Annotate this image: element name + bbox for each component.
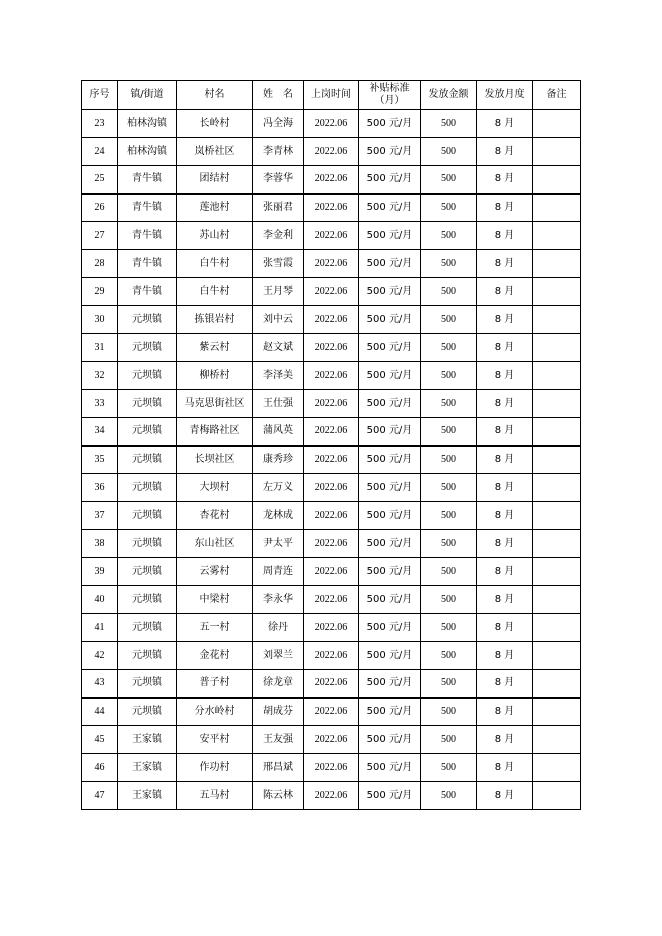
table-row [82, 418, 581, 446]
cell-subsidy-standard: 500 元/月 [359, 222, 421, 250]
cell-seq: 29 [82, 278, 118, 306]
cell-subsidy-standard: 500 元/月 [359, 418, 421, 446]
cell-village: 安平村 [177, 726, 253, 754]
cell-remark [533, 250, 581, 278]
cell-start-time: 2022.06 [304, 726, 359, 754]
cell-remark [533, 334, 581, 362]
cell-remark [533, 726, 581, 754]
cell-village: 紫云村 [177, 334, 253, 362]
cell-village: 五马村 [177, 782, 253, 810]
cell-name: 李蓉华 [253, 166, 304, 194]
cell-seq: 25 [82, 166, 118, 194]
cell-remark [533, 194, 581, 222]
cell-seq: 44 [82, 698, 118, 726]
cell-town: 元坝镇 [118, 418, 177, 446]
cell-amount: 500 [421, 614, 477, 642]
cell-start-time: 2022.06 [304, 138, 359, 166]
cell-seq: 41 [82, 614, 118, 642]
cell-name: 冯全海 [253, 110, 304, 138]
cell-village: 岚桥社区 [177, 138, 253, 166]
cell-amount: 500 [421, 362, 477, 390]
cell-village: 作功村 [177, 754, 253, 782]
cell-village: 长坝社区 [177, 446, 253, 474]
cell-seq: 33 [82, 390, 118, 418]
cell-remark [533, 390, 581, 418]
cell-subsidy-standard: 500 元/月 [359, 614, 421, 642]
cell-subsidy-standard: 500 元/月 [359, 558, 421, 586]
table-row [82, 502, 581, 530]
cell-village: 苏山村 [177, 222, 253, 250]
cell-amount: 500 [421, 278, 477, 306]
cell-amount: 500 [421, 474, 477, 502]
header-remark: 备注 [533, 81, 581, 110]
cell-town: 元坝镇 [118, 614, 177, 642]
cell-amount: 500 [421, 558, 477, 586]
cell-remark [533, 306, 581, 334]
cell-remark [533, 642, 581, 670]
cell-village: 东山社区 [177, 530, 253, 558]
cell-amount: 500 [421, 782, 477, 810]
cell-subsidy-standard: 500 元/月 [359, 782, 421, 810]
cell-seq: 34 [82, 418, 118, 446]
cell-village: 白牛村 [177, 278, 253, 306]
table-row [82, 138, 581, 166]
cell-start-time: 2022.06 [304, 474, 359, 502]
cell-town: 王家镇 [118, 754, 177, 782]
table-row [82, 110, 581, 138]
cell-village: 长岭村 [177, 110, 253, 138]
cell-town: 青牛镇 [118, 194, 177, 222]
table-row [82, 558, 581, 586]
cell-amount: 500 [421, 166, 477, 194]
cell-start-time: 2022.06 [304, 614, 359, 642]
cell-village: 马克思街社区 [177, 390, 253, 418]
cell-name: 龙林成 [253, 502, 304, 530]
cell-name: 陈云林 [253, 782, 304, 810]
cell-name: 赵文斌 [253, 334, 304, 362]
cell-seq: 35 [82, 446, 118, 474]
cell-town: 青牛镇 [118, 278, 177, 306]
cell-remark [533, 278, 581, 306]
cell-name: 徐丹 [253, 614, 304, 642]
cell-remark [533, 110, 581, 138]
cell-subsidy-standard: 500 元/月 [359, 670, 421, 698]
cell-seq: 42 [82, 642, 118, 670]
cell-village: 莲池村 [177, 194, 253, 222]
cell-month: 8 月 [477, 306, 533, 334]
cell-month: 8 月 [477, 166, 533, 194]
cell-name: 刘翠兰 [253, 642, 304, 670]
header-name: 姓 名 [253, 81, 304, 110]
cell-town: 元坝镇 [118, 474, 177, 502]
cell-month: 8 月 [477, 642, 533, 670]
cell-remark [533, 362, 581, 390]
cell-town: 元坝镇 [118, 502, 177, 530]
cell-month: 8 月 [477, 530, 533, 558]
cell-month: 8 月 [477, 782, 533, 810]
cell-remark [533, 166, 581, 194]
cell-seq: 37 [82, 502, 118, 530]
cell-month: 8 月 [477, 418, 533, 446]
subsidy-table [81, 80, 581, 810]
table-row [82, 278, 581, 306]
cell-remark [533, 474, 581, 502]
cell-month: 8 月 [477, 558, 533, 586]
cell-start-time: 2022.06 [304, 278, 359, 306]
cell-seq: 45 [82, 726, 118, 754]
cell-month: 8 月 [477, 502, 533, 530]
cell-subsidy-standard: 500 元/月 [359, 446, 421, 474]
cell-remark [533, 502, 581, 530]
cell-name: 李青林 [253, 138, 304, 166]
cell-start-time: 2022.06 [304, 446, 359, 474]
cell-remark [533, 698, 581, 726]
cell-start-time: 2022.06 [304, 754, 359, 782]
cell-amount: 500 [421, 642, 477, 670]
cell-start-time: 2022.06 [304, 530, 359, 558]
cell-remark [533, 418, 581, 446]
cell-village: 分水岭村 [177, 698, 253, 726]
cell-name: 左万义 [253, 474, 304, 502]
cell-start-time: 2022.06 [304, 502, 359, 530]
table-row [82, 306, 581, 334]
cell-town: 青牛镇 [118, 166, 177, 194]
table-row [82, 670, 581, 698]
cell-name: 康秀珍 [253, 446, 304, 474]
cell-remark [533, 530, 581, 558]
cell-name: 邢昌斌 [253, 754, 304, 782]
table-row [82, 446, 581, 474]
cell-amount: 500 [421, 586, 477, 614]
table-row [82, 782, 581, 810]
cell-town: 元坝镇 [118, 530, 177, 558]
header-month: 发放月度 [477, 81, 533, 110]
header-row [82, 81, 581, 110]
cell-month: 8 月 [477, 278, 533, 306]
cell-remark [533, 754, 581, 782]
cell-town: 王家镇 [118, 782, 177, 810]
cell-remark [533, 138, 581, 166]
cell-name: 尹太平 [253, 530, 304, 558]
cell-village: 白牛村 [177, 250, 253, 278]
cell-village: 云雾村 [177, 558, 253, 586]
cell-seq: 46 [82, 754, 118, 782]
cell-name: 张丽君 [253, 194, 304, 222]
header-subsidy-standard-line1: 补贴标准 [369, 83, 410, 94]
cell-start-time: 2022.06 [304, 782, 359, 810]
cell-month: 8 月 [477, 614, 533, 642]
cell-amount: 500 [421, 222, 477, 250]
cell-seq: 23 [82, 110, 118, 138]
cell-amount: 500 [421, 306, 477, 334]
table-row [82, 166, 581, 194]
cell-month: 8 月 [477, 390, 533, 418]
cell-name: 胡成芬 [253, 698, 304, 726]
cell-amount: 500 [421, 110, 477, 138]
cell-village: 拣银岩村 [177, 306, 253, 334]
cell-name: 李泽美 [253, 362, 304, 390]
cell-seq: 32 [82, 362, 118, 390]
cell-subsidy-standard: 500 元/月 [359, 306, 421, 334]
cell-town: 元坝镇 [118, 334, 177, 362]
cell-town: 元坝镇 [118, 390, 177, 418]
table-row [82, 362, 581, 390]
cell-start-time: 2022.06 [304, 418, 359, 446]
cell-amount: 500 [421, 138, 477, 166]
cell-month: 8 月 [477, 754, 533, 782]
cell-month: 8 月 [477, 250, 533, 278]
cell-start-time: 2022.06 [304, 362, 359, 390]
cell-amount: 500 [421, 446, 477, 474]
cell-remark [533, 614, 581, 642]
cell-village: 金花村 [177, 642, 253, 670]
cell-name: 蒲风英 [253, 418, 304, 446]
header-subsidy-standard [359, 81, 421, 110]
cell-month: 8 月 [477, 222, 533, 250]
cell-subsidy-standard: 500 元/月 [359, 362, 421, 390]
table-row [82, 334, 581, 362]
cell-start-time: 2022.06 [304, 194, 359, 222]
cell-name: 周青连 [253, 558, 304, 586]
cell-village: 普子村 [177, 670, 253, 698]
table-row [82, 530, 581, 558]
cell-subsidy-standard: 500 元/月 [359, 250, 421, 278]
cell-seq: 30 [82, 306, 118, 334]
cell-name: 李永华 [253, 586, 304, 614]
cell-subsidy-standard: 500 元/月 [359, 474, 421, 502]
cell-town: 柏林沟镇 [118, 138, 177, 166]
cell-remark [533, 558, 581, 586]
cell-seq: 40 [82, 586, 118, 614]
cell-town: 元坝镇 [118, 362, 177, 390]
cell-amount: 500 [421, 502, 477, 530]
cell-month: 8 月 [477, 726, 533, 754]
cell-village: 柳桥村 [177, 362, 253, 390]
cell-town: 青牛镇 [118, 222, 177, 250]
cell-month: 8 月 [477, 586, 533, 614]
cell-subsidy-standard: 500 元/月 [359, 166, 421, 194]
cell-subsidy-standard: 500 元/月 [359, 334, 421, 362]
cell-name: 王月琴 [253, 278, 304, 306]
cell-village: 团结村 [177, 166, 253, 194]
cell-town: 元坝镇 [118, 670, 177, 698]
cell-subsidy-standard: 500 元/月 [359, 726, 421, 754]
cell-town: 元坝镇 [118, 306, 177, 334]
cell-start-time: 2022.06 [304, 334, 359, 362]
cell-subsidy-standard: 500 元/月 [359, 278, 421, 306]
cell-month: 8 月 [477, 698, 533, 726]
cell-month: 8 月 [477, 362, 533, 390]
table-row [82, 250, 581, 278]
cell-name: 刘中云 [253, 306, 304, 334]
cell-seq: 47 [82, 782, 118, 810]
cell-seq: 31 [82, 334, 118, 362]
cell-remark [533, 446, 581, 474]
cell-month: 8 月 [477, 194, 533, 222]
cell-amount: 500 [421, 670, 477, 698]
cell-start-time: 2022.06 [304, 250, 359, 278]
cell-amount: 500 [421, 754, 477, 782]
cell-village: 杏花村 [177, 502, 253, 530]
cell-amount: 500 [421, 698, 477, 726]
cell-town: 柏林沟镇 [118, 110, 177, 138]
table-row [82, 586, 581, 614]
cell-subsidy-standard: 500 元/月 [359, 502, 421, 530]
cell-start-time: 2022.06 [304, 642, 359, 670]
cell-seq: 36 [82, 474, 118, 502]
cell-month: 8 月 [477, 138, 533, 166]
cell-month: 8 月 [477, 474, 533, 502]
cell-seq: 43 [82, 670, 118, 698]
cell-start-time: 2022.06 [304, 166, 359, 194]
cell-start-time: 2022.06 [304, 222, 359, 250]
cell-town: 元坝镇 [118, 446, 177, 474]
cell-village: 中梁村 [177, 586, 253, 614]
cell-amount: 500 [421, 726, 477, 754]
cell-subsidy-standard: 500 元/月 [359, 138, 421, 166]
cell-town: 元坝镇 [118, 642, 177, 670]
cell-month: 8 月 [477, 446, 533, 474]
cell-village: 五一村 [177, 614, 253, 642]
cell-subsidy-standard: 500 元/月 [359, 110, 421, 138]
cell-village: 青梅路社区 [177, 418, 253, 446]
table-row [82, 642, 581, 670]
cell-start-time: 2022.06 [304, 670, 359, 698]
header-town: 镇/街道 [118, 81, 177, 110]
cell-seq: 24 [82, 138, 118, 166]
cell-remark [533, 782, 581, 810]
table-row [82, 698, 581, 726]
cell-subsidy-standard: 500 元/月 [359, 530, 421, 558]
header-amount: 发放金额 [421, 81, 477, 110]
cell-subsidy-standard: 500 元/月 [359, 586, 421, 614]
cell-amount: 500 [421, 530, 477, 558]
cell-start-time: 2022.06 [304, 390, 359, 418]
cell-seq: 39 [82, 558, 118, 586]
cell-amount: 500 [421, 250, 477, 278]
cell-name: 王友强 [253, 726, 304, 754]
cell-name: 李金利 [253, 222, 304, 250]
cell-subsidy-standard: 500 元/月 [359, 194, 421, 222]
header-subsidy-standard-line2: （月） [374, 95, 405, 106]
cell-seq: 27 [82, 222, 118, 250]
header-village: 村名 [177, 81, 253, 110]
cell-seq: 28 [82, 250, 118, 278]
cell-name: 王仕强 [253, 390, 304, 418]
table-row [82, 390, 581, 418]
cell-subsidy-standard: 500 元/月 [359, 698, 421, 726]
cell-amount: 500 [421, 194, 477, 222]
cell-subsidy-standard: 500 元/月 [359, 642, 421, 670]
cell-remark [533, 670, 581, 698]
cell-remark [533, 222, 581, 250]
cell-name: 张雪霞 [253, 250, 304, 278]
table-row [82, 754, 581, 782]
table-row [82, 474, 581, 502]
cell-subsidy-standard: 500 元/月 [359, 390, 421, 418]
cell-amount: 500 [421, 334, 477, 362]
cell-town: 王家镇 [118, 726, 177, 754]
cell-seq: 26 [82, 194, 118, 222]
cell-seq: 38 [82, 530, 118, 558]
cell-town: 青牛镇 [118, 250, 177, 278]
cell-town: 元坝镇 [118, 558, 177, 586]
cell-amount: 500 [421, 390, 477, 418]
cell-month: 8 月 [477, 110, 533, 138]
cell-subsidy-standard: 500 元/月 [359, 754, 421, 782]
cell-town: 元坝镇 [118, 698, 177, 726]
header-start-time: 上岗时间 [304, 81, 359, 110]
cell-amount: 500 [421, 418, 477, 446]
table-row [82, 194, 581, 222]
cell-town: 元坝镇 [118, 586, 177, 614]
cell-remark [533, 586, 581, 614]
cell-month: 8 月 [477, 334, 533, 362]
cell-village: 大坝村 [177, 474, 253, 502]
cell-month: 8 月 [477, 670, 533, 698]
cell-start-time: 2022.06 [304, 558, 359, 586]
cell-start-time: 2022.06 [304, 586, 359, 614]
cell-start-time: 2022.06 [304, 698, 359, 726]
table-row [82, 726, 581, 754]
header-seq: 序号 [82, 81, 118, 110]
cell-start-time: 2022.06 [304, 110, 359, 138]
table-row [82, 222, 581, 250]
cell-name: 徐龙章 [253, 670, 304, 698]
cell-start-time: 2022.06 [304, 306, 359, 334]
table-row [82, 614, 581, 642]
